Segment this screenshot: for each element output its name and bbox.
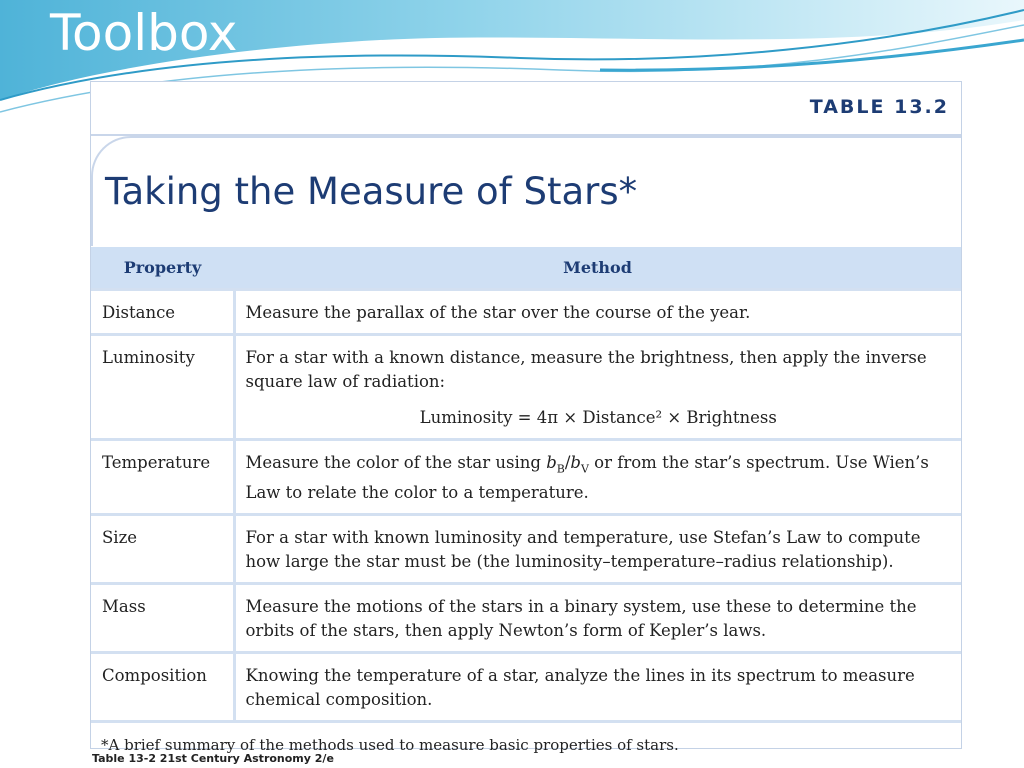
table-footnote: *A brief summary of the methods used to measure basic properties of stars.: [91, 722, 961, 766]
method-cell: Measure the motions of the stars in a binary system, use these to determine the orbits of the stars, then apply Newton’s form of Kepler’s laws.: [234, 584, 961, 653]
table-row: [91, 584, 961, 653]
table-row: [91, 335, 961, 440]
table-number: TABLE 13.2: [809, 96, 949, 118]
method-cell: For a star with known luminosity and temperature, use Stefan’s Law to compute how large the star must be (the luminosity–temperature–radius relationship).: [234, 515, 961, 584]
luminosity-formula: Luminosity = 4π × Distance² × Brightness: [419, 408, 777, 427]
property-cell: Composition: [91, 653, 234, 722]
property-cell: Luminosity: [91, 335, 234, 440]
table-card: [90, 81, 962, 755]
table-row: [91, 440, 961, 515]
slide-title: Toolbox: [50, 4, 238, 62]
source-caption: Table 13-2 21st Century Astronomy 2/e: [92, 752, 334, 765]
slash-symbol: /: [564, 453, 571, 472]
table-header-row: [91, 247, 961, 290]
column-header-property: Property: [91, 247, 234, 290]
table-row: [91, 515, 961, 584]
method-text-pre: Measure the color of the star using: [245, 453, 547, 472]
method-cell: Knowing the temperature of a star, analyze the lines in its spectrum to measure chemical composition.: [234, 653, 961, 722]
table-row: [91, 290, 961, 335]
column-header-method: Method: [234, 247, 961, 290]
v-subscript: V: [580, 462, 589, 476]
table-title-panel: [91, 136, 961, 246]
property-cell: Temperature: [91, 440, 234, 515]
properties-table: [91, 247, 961, 765]
v-symbol: b: [570, 453, 581, 472]
table-row: [91, 653, 961, 722]
property-cell: Mass: [91, 584, 234, 653]
method-text: For a star with a known distance, measure the brightness, then apply the inverse square law of radiation:: [245, 348, 927, 391]
method-cell: [234, 440, 961, 515]
method-text-post: or from the star’s spectrum. Use Wien’s Law to relate the color to a temperature.: [245, 453, 929, 503]
property-cell: Size: [91, 515, 234, 584]
b-symbol: b: [546, 453, 557, 472]
property-cell: Distance: [91, 290, 234, 335]
method-cell: Measure the parallax of the star over the course of the year.: [234, 290, 961, 335]
b-subscript: B: [556, 462, 565, 476]
table-title: Taking the Measure of Stars*: [105, 170, 638, 213]
method-cell: [234, 335, 961, 440]
